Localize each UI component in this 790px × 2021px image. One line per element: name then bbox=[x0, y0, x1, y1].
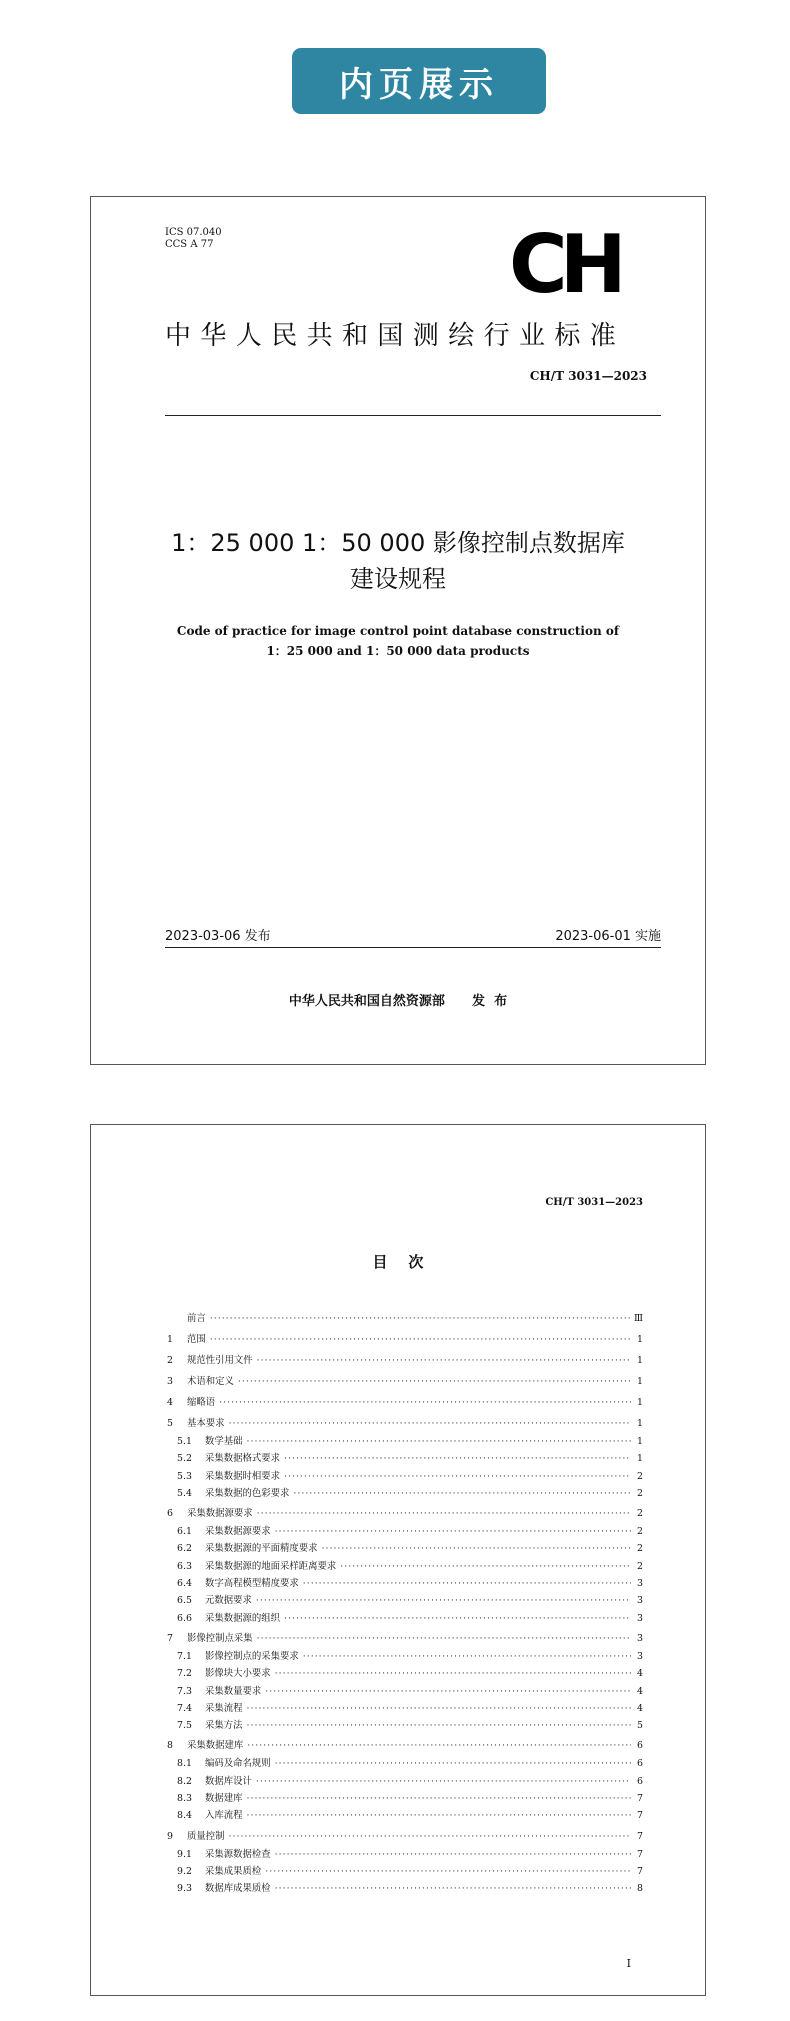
toc-item-number: 8.4 bbox=[177, 1810, 192, 1822]
toc-row bbox=[167, 1352, 643, 1370]
toc-item-page: 1 bbox=[637, 1453, 643, 1465]
toc-leader-dots bbox=[275, 1846, 631, 1863]
toc-item-number: 5 bbox=[167, 1418, 173, 1429]
toc-leader-dots bbox=[275, 1880, 631, 1897]
toc-row bbox=[167, 1450, 643, 1467]
toc-leader-dots bbox=[275, 1755, 631, 1772]
toc-item-page: 1 bbox=[637, 1334, 643, 1345]
toc-item-label: 影像控制点采集 bbox=[187, 1632, 253, 1644]
toc-item-label: 基本要求 bbox=[187, 1418, 225, 1429]
toc-row bbox=[167, 1592, 643, 1609]
toc-item-page: 2 bbox=[637, 1560, 643, 1572]
toc-leader-dots bbox=[284, 1610, 631, 1627]
toc-row bbox=[167, 1648, 643, 1665]
toc-item-page: 7 bbox=[637, 1865, 643, 1877]
toc-item-page: 1 bbox=[637, 1355, 643, 1366]
toc-leader-dots bbox=[275, 1523, 631, 1540]
toc-item-number: 1 bbox=[167, 1334, 173, 1345]
toc-item-page: 1 bbox=[637, 1436, 643, 1447]
toc-leader-dots bbox=[247, 1433, 631, 1450]
toc-item-page: 4 bbox=[637, 1685, 643, 1697]
toc-item-label: 采集数据源要求 bbox=[205, 1526, 271, 1538]
toc-item-label: 采集数量要求 bbox=[205, 1685, 262, 1697]
toc-item-number: 6.2 bbox=[177, 1543, 192, 1555]
title-cn-line2: 建设规程 bbox=[350, 565, 446, 593]
toc-row bbox=[167, 1331, 643, 1349]
toc-item-page: 6 bbox=[637, 1775, 643, 1787]
toc-item-label: 采集数据的色彩要求 bbox=[205, 1487, 290, 1499]
toc-row bbox=[167, 1610, 643, 1627]
toc-row bbox=[167, 1523, 643, 1540]
toc-item-page: 2 bbox=[637, 1487, 643, 1499]
toc-leader-dots bbox=[238, 1373, 631, 1391]
toc-item-label: 采集成果质检 bbox=[205, 1865, 262, 1877]
toc-item-label: 采集数据时相要求 bbox=[205, 1470, 281, 1482]
section-banner bbox=[292, 48, 546, 114]
toc-item-page: 8 bbox=[637, 1883, 643, 1895]
toc-item-number: 8.3 bbox=[177, 1793, 192, 1805]
toc-row bbox=[167, 1790, 643, 1807]
toc-row bbox=[167, 1807, 643, 1824]
toc-item-page: 2 bbox=[637, 1508, 643, 1520]
toc-item-number: 6.3 bbox=[177, 1560, 192, 1572]
toc-item-page: 7 bbox=[637, 1810, 643, 1822]
toc-item-label: 影像控制点的采集要求 bbox=[205, 1650, 299, 1662]
classification-codes bbox=[165, 227, 222, 251]
toc-item-number: 6.4 bbox=[177, 1578, 192, 1590]
toc-item-number: 5.2 bbox=[177, 1453, 192, 1465]
toc-heading: 目 次 bbox=[372, 1253, 424, 1271]
toc-row bbox=[167, 1880, 643, 1897]
toc-item-label: 入库流程 bbox=[205, 1810, 243, 1822]
toc-row bbox=[167, 1558, 643, 1575]
toc-leader-dots bbox=[303, 1575, 631, 1592]
toc-item-number: 6.5 bbox=[177, 1595, 192, 1607]
toc-item-label: 规范性引用文件 bbox=[187, 1355, 253, 1366]
toc-item-number: 5.3 bbox=[177, 1470, 192, 1482]
toc-item-number: 7.2 bbox=[177, 1668, 192, 1680]
toc-leader-dots bbox=[229, 1828, 631, 1846]
toc-page bbox=[90, 1124, 706, 1996]
toc-item-page: 3 bbox=[637, 1595, 643, 1607]
toc-item-page: 3 bbox=[637, 1650, 643, 1662]
toc-leader-dots bbox=[219, 1394, 631, 1412]
toc-item-number: 3 bbox=[167, 1376, 173, 1387]
cover-page bbox=[90, 196, 706, 1065]
toc-row bbox=[167, 1700, 643, 1717]
toc-item-number: 7.3 bbox=[177, 1685, 192, 1697]
toc-item-number: 8.1 bbox=[177, 1758, 192, 1770]
toc-item-label: 影像块大小要求 bbox=[205, 1668, 271, 1680]
toc-leader-dots bbox=[257, 1352, 631, 1370]
issue-date: 2023-03-06 发布 bbox=[165, 929, 271, 944]
toc-row bbox=[167, 1846, 643, 1863]
toc-item-page: 3 bbox=[637, 1632, 643, 1644]
toc-leader-dots bbox=[265, 1863, 631, 1880]
standard-title: 中华人民共和国测绘行业标准 bbox=[165, 321, 626, 351]
toc-item-number: 5.1 bbox=[177, 1436, 192, 1447]
toc-item-label: 前言 bbox=[187, 1313, 206, 1324]
toc-item-page: 6 bbox=[637, 1740, 643, 1752]
toc-leader-dots bbox=[247, 1737, 631, 1755]
toc-item-number: 9.3 bbox=[177, 1883, 192, 1895]
effective-date: 2023-06-01 实施 bbox=[555, 929, 661, 944]
toc-item-label: 数字高程模型精度要求 bbox=[205, 1578, 299, 1590]
toc-row bbox=[167, 1433, 643, 1450]
toc-item-number: 4 bbox=[167, 1397, 173, 1408]
toc-item-label: 采集方法 bbox=[205, 1720, 243, 1732]
toc-row bbox=[167, 1373, 643, 1391]
toc-item-number: 7 bbox=[167, 1632, 173, 1644]
toc-item-page: 4 bbox=[637, 1702, 643, 1714]
toc-item-page: 1 bbox=[637, 1376, 643, 1387]
toc-item-label: 数据库设计 bbox=[205, 1775, 252, 1787]
toc-row bbox=[167, 1737, 643, 1755]
toc-leader-dots bbox=[210, 1310, 630, 1328]
toc-item-page: 2 bbox=[637, 1470, 643, 1482]
toc-item-number: 9 bbox=[167, 1830, 173, 1842]
toc-item-label: 元数据要求 bbox=[205, 1595, 252, 1607]
toc-item-page: 3 bbox=[637, 1612, 643, 1624]
toc-item-number: 6 bbox=[167, 1508, 173, 1520]
toc-leader-dots bbox=[284, 1450, 631, 1467]
toc-row bbox=[167, 1415, 643, 1433]
ics-code: ICS 07.040 bbox=[165, 227, 222, 238]
toc-item-label: 范围 bbox=[187, 1334, 206, 1345]
toc-row bbox=[167, 1828, 643, 1846]
toc-leader-dots bbox=[247, 1700, 631, 1717]
toc-leader-dots bbox=[322, 1540, 631, 1557]
title-en-line1: Code of practice for image control point database construction of bbox=[176, 624, 620, 638]
toc-item-page: 7 bbox=[637, 1848, 643, 1860]
toc-leader-dots bbox=[229, 1415, 631, 1433]
title-cn-line1: 1：25 000 1：50 000 影像控制点数据库 bbox=[171, 529, 625, 557]
toc-item-label: 采集流程 bbox=[205, 1702, 243, 1714]
toc-row bbox=[167, 1717, 643, 1734]
toc-leader-dots bbox=[256, 1773, 631, 1790]
toc-row bbox=[167, 1468, 643, 1485]
toc-item-label: 缩略语 bbox=[187, 1397, 216, 1408]
toc-row bbox=[167, 1310, 643, 1328]
ch-logo: CH bbox=[509, 218, 619, 311]
toc-item-page: 7 bbox=[637, 1793, 643, 1805]
toc-item-label: 数据建库 bbox=[205, 1793, 243, 1805]
toc-leader-dots bbox=[247, 1807, 631, 1824]
toc-standard-code: CH/T 3031—2023 bbox=[545, 1197, 643, 1208]
toc-item-label: 编码及命名规则 bbox=[205, 1758, 271, 1770]
page-number: I bbox=[626, 1957, 631, 1970]
toc-item-number: 6.1 bbox=[177, 1526, 192, 1538]
toc-leader-dots bbox=[247, 1717, 631, 1734]
toc-item-page: 3 bbox=[637, 1578, 643, 1590]
date-row bbox=[165, 925, 661, 948]
toc-item-label: 采集数据建库 bbox=[187, 1740, 244, 1752]
toc-item-label: 采集数据源要求 bbox=[187, 1508, 253, 1520]
toc-leader-dots bbox=[340, 1558, 631, 1575]
header-divider bbox=[165, 415, 661, 416]
toc-row bbox=[167, 1863, 643, 1880]
toc-leader-dots bbox=[275, 1665, 631, 1682]
banner-title: 内页展示 bbox=[339, 64, 499, 105]
toc-item-number: 8.2 bbox=[177, 1775, 192, 1787]
toc-leader-dots bbox=[284, 1468, 631, 1485]
toc-leader-dots bbox=[265, 1683, 631, 1700]
toc-leader-dots bbox=[257, 1630, 631, 1648]
toc-item-page: 1 bbox=[637, 1418, 643, 1429]
toc-item-page: 1 bbox=[637, 1397, 643, 1408]
toc-item-number: 7.5 bbox=[177, 1720, 192, 1732]
toc-row bbox=[167, 1540, 643, 1557]
toc-leader-dots bbox=[210, 1331, 631, 1349]
toc-item-page: 5 bbox=[637, 1720, 643, 1732]
toc-row bbox=[167, 1773, 643, 1790]
toc-item-label: 采集数据源的平面精度要求 bbox=[205, 1543, 318, 1555]
toc-item-label: 采集数据格式要求 bbox=[205, 1453, 281, 1465]
toc-row bbox=[167, 1575, 643, 1592]
toc-item-page: 4 bbox=[637, 1668, 643, 1680]
toc-item-page: 2 bbox=[637, 1543, 643, 1555]
toc-leader-dots bbox=[303, 1648, 631, 1665]
toc-leader-dots bbox=[247, 1790, 631, 1807]
ccs-code: CCS A 77 bbox=[165, 239, 214, 250]
title-en-line2: 1：25 000 and 1：50 000 data products bbox=[266, 644, 530, 658]
toc-leader-dots bbox=[293, 1485, 631, 1502]
toc-row bbox=[167, 1485, 643, 1502]
toc-item-page: Ⅲ bbox=[633, 1313, 643, 1324]
toc-item-number: 6.6 bbox=[177, 1612, 192, 1624]
toc-item-number: 8 bbox=[167, 1740, 173, 1752]
toc-item-page: 2 bbox=[637, 1526, 643, 1538]
toc-item-label: 数学基础 bbox=[205, 1436, 243, 1447]
toc-row bbox=[167, 1683, 643, 1700]
publisher: 中华人民共和国自然资源部 发 布 bbox=[288, 994, 508, 1009]
toc-item-label: 采集数据源的地面采样距离要求 bbox=[205, 1560, 337, 1572]
toc-item-number: 7.4 bbox=[177, 1702, 192, 1714]
toc-list bbox=[167, 1310, 643, 1898]
toc-item-number: 7.1 bbox=[177, 1650, 192, 1662]
toc-item-label: 术语和定义 bbox=[187, 1376, 234, 1387]
toc-item-page: 7 bbox=[637, 1830, 643, 1842]
toc-row bbox=[167, 1394, 643, 1412]
toc-leader-dots bbox=[257, 1505, 631, 1523]
toc-row bbox=[167, 1630, 643, 1648]
toc-item-number: 2 bbox=[167, 1355, 173, 1366]
toc-item-label: 采集数据源的组织 bbox=[205, 1612, 281, 1624]
toc-row bbox=[167, 1505, 643, 1523]
toc-item-label: 采集源数据检查 bbox=[205, 1848, 271, 1860]
document-title-en bbox=[91, 621, 705, 661]
toc-item-page: 6 bbox=[637, 1758, 643, 1770]
toc-item-number: 9.1 bbox=[177, 1848, 192, 1860]
toc-item-label: 质量控制 bbox=[187, 1830, 225, 1842]
toc-row bbox=[167, 1665, 643, 1682]
toc-row bbox=[167, 1755, 643, 1772]
toc-item-number: 5.4 bbox=[177, 1487, 192, 1499]
toc-item-number: 9.2 bbox=[177, 1865, 192, 1877]
standard-code: CH/T 3031—2023 bbox=[529, 369, 647, 383]
document-title-cn bbox=[91, 525, 705, 597]
toc-item-label: 数据库成果质检 bbox=[205, 1883, 271, 1895]
toc-leader-dots bbox=[256, 1592, 631, 1609]
